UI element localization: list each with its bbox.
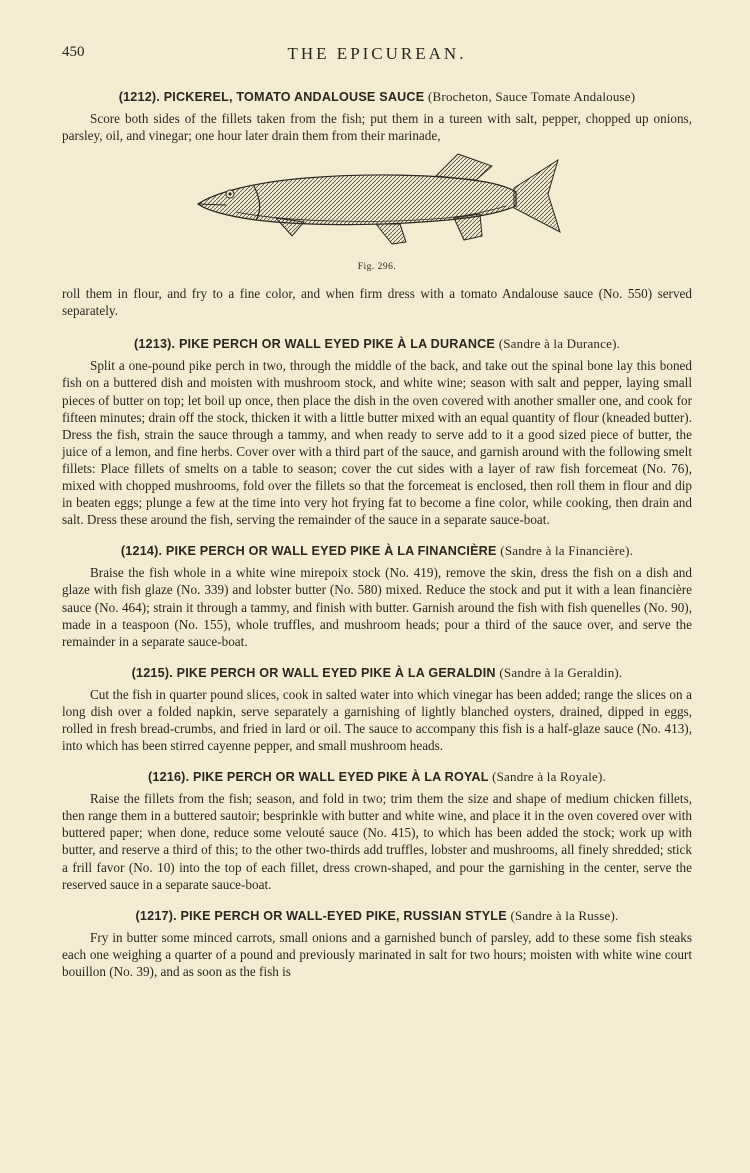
recipe-1214: [62, 542, 692, 649]
recipe-title: [62, 88, 692, 106]
recipe-subtitle: (Sandre à la Financière).: [500, 543, 634, 559]
recipe-title-text: (1214). PIKE PERCH OR WALL EYED PIKE À LA FINANCIÈRE: [120, 544, 497, 559]
recipe-paragraph: Raise the fillets from the fish; season, and fold in two; trim them the size and shape of medium chicken fillets, then range them in a buttered sautoir; besprinkle with butter and white wine, and place it in the oven covered over with buttered paper; when done, reduce some velouté sauce (No. 415), to which has been added the stock; work up with butter, and reserve a third of this; to the other two-thirds add truffles, lobster and mushrooms, all finely shredded; stick a frill favor (No. 10) into the top of each fillet, dress crown-shaped, and pour the garnishing in the center, serve the reserved sauce in a separate sauce-boat.: [62, 791, 692, 892]
recipe-paragraph: Braise the fish whole in a white wine mirepoix stock (No. 419), remove the skin, dress the fish on a dish and glaze with fish glaze (No. 339) and lobster butter (No. 580) mixed. Reduce the stock and put it with a lean financière sauce (No. 464); strain it through a tammy, and finish with butter. Garnish around the fish with fish quenelles (No. 90), made in a teaspoon (No. 155), whole truffles, and mushroom heads; pour a third of the sauce over, and serve the remainder in a separate sauce-boat.: [62, 565, 692, 649]
recipe-paragraph: Split a one-pound pike perch in two, through the middle of the back, and take out the spinal bone lay this boned fish on a buttered dish and moisten with mushroom stock, and white wine; season with salt and pepper, laying small pieces of butter on top; let boil up once, then place the dish in the oven covered with another smaller one, and cook for fifteen minutes; drain off the stock, thicken it with a little butter mixed with an equal quantity of flour (kneaded butter). Dress the fish, strain the sauce through a tammy, and when ready to serve add to it a good sized piece of butter, the juice of a lemon, and fine herbs. Cover over with a third part of the sauce, and garnish around with the following smelt fillets: Place fillets of smelts on a table to season; cover the cut sides with a layer of raw fish forcemeat (No. 76), mixed with chopped mushrooms, fold over the fillets so that the forcemeat is enclosed, then roll them in flour and dip in beaten eggs; plunge a few at the time into very hot frying fat to become a fine color, while cooking, then drain and salt. Dress these around the fish, serving the remainder of the sauce in a separate sauce-boat.: [62, 358, 692, 528]
recipe-title-text: (1213). PIKE PERCH OR WALL EYED PIKE À LA DURANCE: [133, 337, 496, 352]
recipe-paragraph: Cut the fish in quarter pound slices, cook in salted water into which vinegar has been added; range the slices on a long dish over a folded napkin, serve separately a garnishing of lightly blanched oysters, drained, dipped in eggs, rolled in fresh bread-crumbs, and fried in lard or oil. The sauce to accompany this fish is a half-glaze sauce (No. 413), into which has been stirred cayenne pepper, and small mushroom heads.: [62, 686, 692, 754]
recipe-1215: [62, 664, 692, 754]
recipe-subtitle: (Sandre à la Royale).: [492, 769, 607, 785]
recipe-subtitle: (Sandre à la Russe).: [510, 907, 619, 923]
recipe-paragraph: Fry in butter some minced carrots, small onions and a garnished bunch of parsley, add to these some fish steaks each one weighing a quarter of a pound and previously marinated in salt for two hours; moisten with white wine court bouillon (No. 39), and as soon as the fish is: [62, 929, 692, 979]
recipe-title-text: (1216). PIKE PERCH OR WALL EYED PIKE À LA ROYAL: [147, 770, 489, 785]
recipe-title-text: (1212). PICKEREL, TOMATO ANDALOUSE SAUCE: [118, 90, 425, 104]
recipe-title: [62, 335, 692, 353]
recipe-paragraph: Score both sides of the fillets taken from the fish; put them in a tureen with salt, pepper, chopped up onions, parsley, oil, and vinegar; one hour later drain them from their marinade,: [62, 111, 692, 144]
recipe-title: [62, 907, 692, 925]
recipe-1213: [62, 335, 692, 528]
recipe-title: [62, 542, 692, 560]
recipe-1217: [62, 907, 692, 980]
recipe-1216: [62, 768, 692, 893]
recipe-1212: [62, 88, 692, 319]
recipe-title-text: (1215). PIKE PERCH OR WALL EYED PIKE À LA GERALDIN: [131, 665, 496, 680]
page-header: [62, 44, 692, 66]
recipe-paragraph: roll them in flour, and fry to a fine color, and when firm dress with a tomato Andalouse sauce (No. 550) served separately.: [62, 286, 692, 319]
recipe-subtitle: (Sandre à la Geraldin).: [499, 664, 623, 680]
pickerel-figure: [62, 146, 692, 281]
page-content: [62, 88, 692, 980]
recipe-subtitle: (Brocheton, Sauce Tomate Andalouse): [428, 89, 636, 104]
recipe-title: [62, 768, 692, 786]
figure-caption: Fig. 296.: [357, 262, 397, 273]
recipe-title-text: (1217). PIKE PERCH OR WALL-EYED PIKE, RUSSIAN STYLE: [135, 908, 507, 923]
page-number: 450: [62, 44, 85, 60]
running-title: THE EPICUREAN.: [287, 44, 467, 63]
recipe-subtitle: (Sandre à la Durance).: [498, 336, 621, 352]
recipe-title: [62, 664, 692, 682]
pickerel-illustration: [196, 148, 561, 258]
